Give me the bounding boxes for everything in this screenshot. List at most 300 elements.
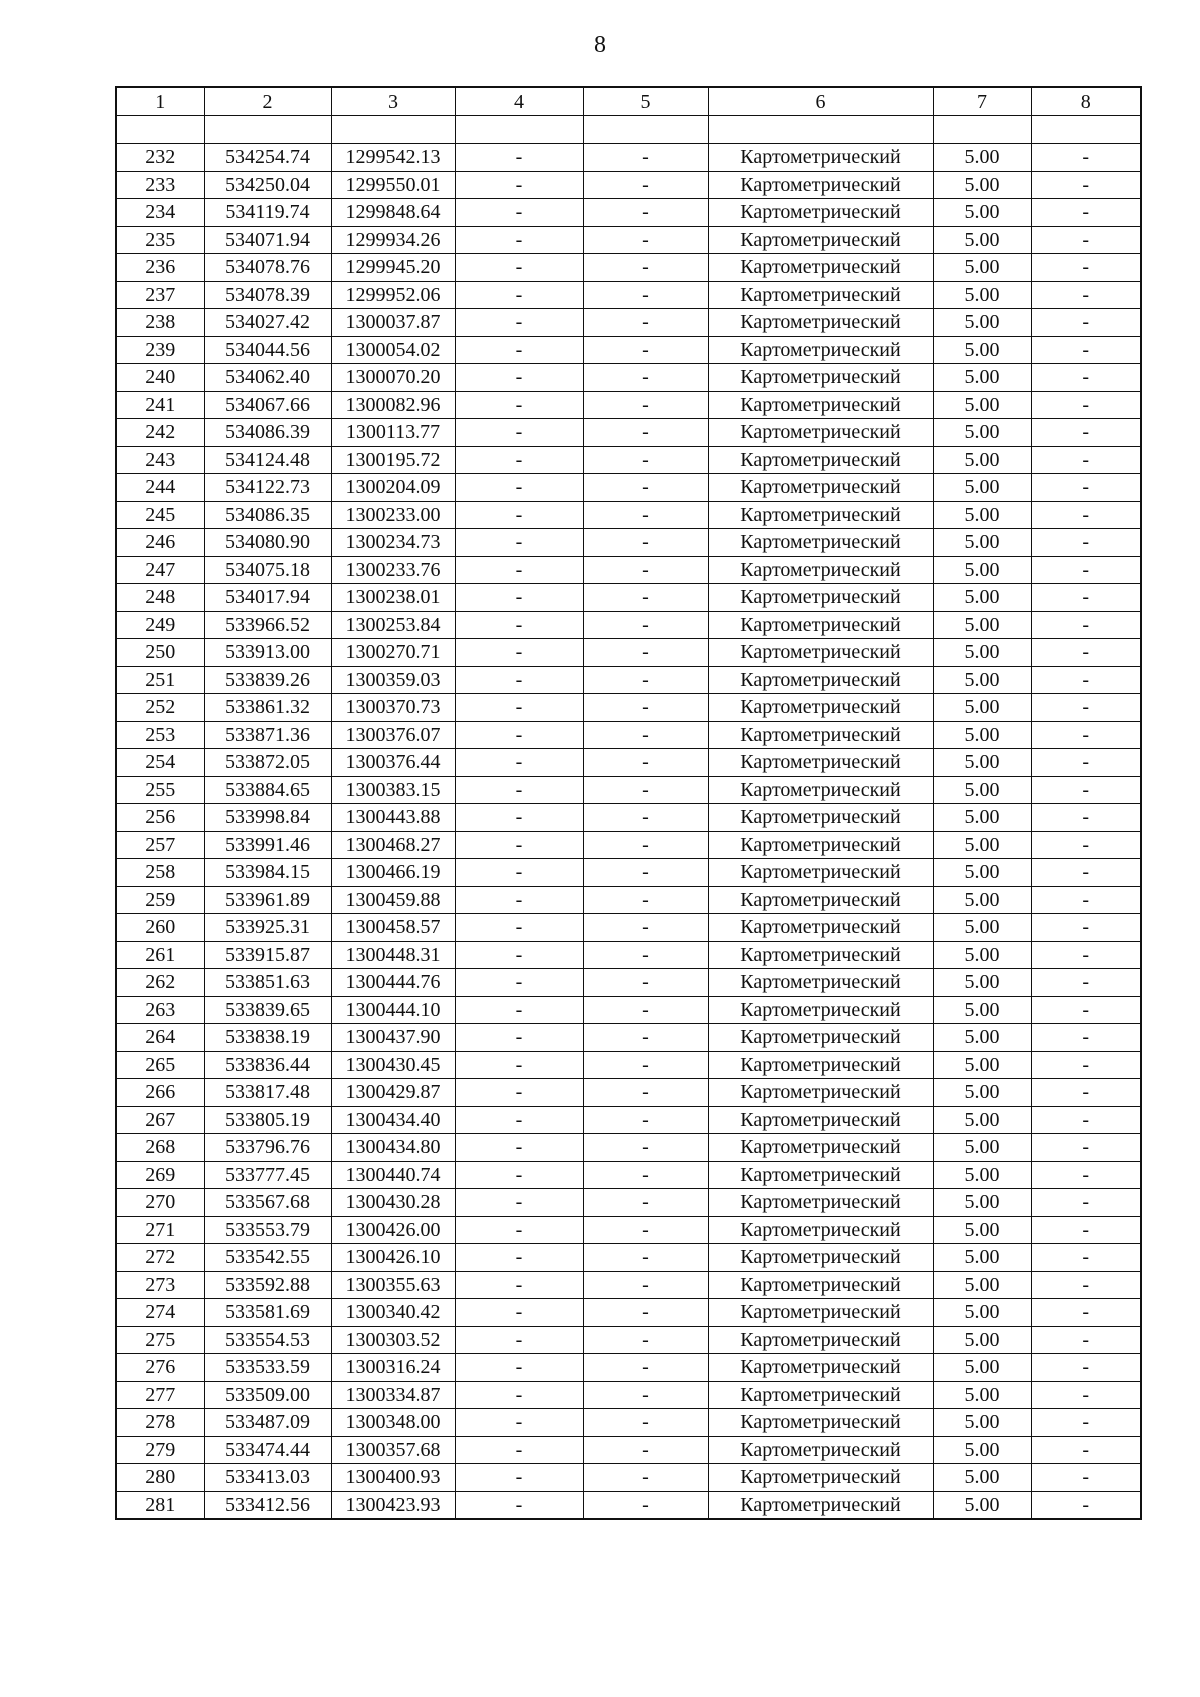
accuracy-cell: 5.00 [933,1381,1031,1409]
column-4-cell: - [455,914,583,942]
column-4-cell: - [455,364,583,392]
y-coordinate-cell: 1300316.24 [331,1354,455,1382]
y-coordinate-cell: 1300238.01 [331,584,455,612]
x-coordinate-cell: 534124.48 [204,446,331,474]
accuracy-cell: 5.00 [933,556,1031,584]
column-5-cell: - [583,1189,708,1217]
column-4-cell: - [455,584,583,612]
accuracy-cell: 5.00 [933,886,1031,914]
table-row [116,529,1141,557]
table-row [116,776,1141,804]
accuracy-cell: 5.00 [933,1134,1031,1162]
column-4-cell: - [455,144,583,172]
y-coordinate-cell: 1300376.44 [331,749,455,777]
point-number-cell: 247 [116,556,204,584]
column-header: 7 [933,87,1031,116]
column-5-cell: - [583,144,708,172]
point-number-cell: 270 [116,1189,204,1217]
x-coordinate-cell: 534062.40 [204,364,331,392]
column-4-cell: - [455,391,583,419]
x-coordinate-cell: 533567.68 [204,1189,331,1217]
table-row [116,804,1141,832]
y-coordinate-cell: 1299550.01 [331,171,455,199]
accuracy-cell: 5.00 [933,721,1031,749]
column-8-cell: - [1031,1106,1141,1134]
x-coordinate-cell: 533474.44 [204,1436,331,1464]
column-header: 1 [116,87,204,116]
point-number-cell: 244 [116,474,204,502]
table-row [116,1464,1141,1492]
column-8-cell: - [1031,914,1141,942]
point-number-cell: 254 [116,749,204,777]
x-coordinate-cell: 534080.90 [204,529,331,557]
x-coordinate-cell: 534071.94 [204,226,331,254]
point-number-cell: 259 [116,886,204,914]
table-row [116,1079,1141,1107]
column-5-cell: - [583,226,708,254]
column-4-cell: - [455,1491,583,1519]
table-row [116,996,1141,1024]
table-row [116,666,1141,694]
method-cell: Картометрический [708,804,933,832]
x-coordinate-cell: 533533.59 [204,1354,331,1382]
y-coordinate-cell: 1300037.87 [331,309,455,337]
table-row [116,1024,1141,1052]
accuracy-cell: 5.00 [933,1161,1031,1189]
accuracy-cell: 5.00 [933,281,1031,309]
table-row [116,501,1141,529]
x-coordinate-cell: 533913.00 [204,639,331,667]
accuracy-cell: 5.00 [933,1244,1031,1272]
table-row [116,639,1141,667]
point-number-cell: 237 [116,281,204,309]
x-coordinate-cell: 533796.76 [204,1134,331,1162]
column-4-cell: - [455,1381,583,1409]
table-row [116,419,1141,447]
column-8-cell: - [1031,199,1141,227]
table-row [116,144,1141,172]
table-row [116,1326,1141,1354]
x-coordinate-cell: 534086.39 [204,419,331,447]
column-4-cell: - [455,336,583,364]
y-coordinate-cell: 1300070.20 [331,364,455,392]
column-5-cell: - [583,1354,708,1382]
column-8-cell: - [1031,1436,1141,1464]
table-row [116,1161,1141,1189]
table-row [116,1436,1141,1464]
y-coordinate-cell: 1300340.42 [331,1299,455,1327]
method-cell: Картометрический [708,1134,933,1162]
accuracy-cell: 5.00 [933,1491,1031,1519]
x-coordinate-cell: 533412.56 [204,1491,331,1519]
column-4-cell: - [455,1354,583,1382]
column-8-cell: - [1031,309,1141,337]
blank-cell [331,116,455,144]
x-coordinate-cell: 533836.44 [204,1051,331,1079]
method-cell: Картометрический [708,611,933,639]
point-number-cell: 232 [116,144,204,172]
column-5-cell: - [583,886,708,914]
column-header: 6 [708,87,933,116]
method-cell: Картометрический [708,584,933,612]
accuracy-cell: 5.00 [933,501,1031,529]
point-number-cell: 235 [116,226,204,254]
y-coordinate-cell: 1299542.13 [331,144,455,172]
y-coordinate-cell: 1300082.96 [331,391,455,419]
point-number-cell: 276 [116,1354,204,1382]
y-coordinate-cell: 1300458.57 [331,914,455,942]
x-coordinate-cell: 534250.04 [204,171,331,199]
method-cell: Картометрический [708,254,933,282]
x-coordinate-cell: 533805.19 [204,1106,331,1134]
accuracy-cell: 5.00 [933,804,1031,832]
column-5-cell: - [583,1106,708,1134]
point-number-cell: 261 [116,941,204,969]
column-8-cell: - [1031,886,1141,914]
method-cell: Картометрический [708,1106,933,1134]
point-number-cell: 269 [116,1161,204,1189]
table-row [116,446,1141,474]
point-number-cell: 280 [116,1464,204,1492]
accuracy-cell: 5.00 [933,694,1031,722]
method-cell: Картометрический [708,1189,933,1217]
table-row [116,721,1141,749]
method-cell: Картометрический [708,1024,933,1052]
column-4-cell: - [455,1244,583,1272]
accuracy-cell: 5.00 [933,1464,1031,1492]
column-8-cell: - [1031,226,1141,254]
x-coordinate-cell: 534119.74 [204,199,331,227]
accuracy-cell: 5.00 [933,336,1031,364]
method-cell: Картометрический [708,556,933,584]
y-coordinate-cell: 1300426.00 [331,1216,455,1244]
point-number-cell: 279 [116,1436,204,1464]
table-row [116,941,1141,969]
table-row [116,611,1141,639]
y-coordinate-cell: 1300334.87 [331,1381,455,1409]
column-5-cell: - [583,1491,708,1519]
method-cell: Картометрический [708,776,933,804]
point-number-cell: 233 [116,171,204,199]
method-cell: Картометрический [708,831,933,859]
column-5-cell: - [583,556,708,584]
method-cell: Картометрический [708,1051,933,1079]
y-coordinate-cell: 1300448.31 [331,941,455,969]
point-number-cell: 271 [116,1216,204,1244]
method-cell: Картометрический [708,941,933,969]
column-header: 8 [1031,87,1141,116]
column-5-cell: - [583,804,708,832]
x-coordinate-cell: 533817.48 [204,1079,331,1107]
column-5-cell: - [583,749,708,777]
x-coordinate-cell: 534078.39 [204,281,331,309]
method-cell: Картометрический [708,886,933,914]
column-4-cell: - [455,1326,583,1354]
x-coordinate-cell: 533777.45 [204,1161,331,1189]
x-coordinate-cell: 534078.76 [204,254,331,282]
x-coordinate-cell: 534254.74 [204,144,331,172]
method-cell: Картометрический [708,281,933,309]
column-5-cell: - [583,1436,708,1464]
point-number-cell: 243 [116,446,204,474]
table-row [116,886,1141,914]
column-4-cell: - [455,529,583,557]
column-4-cell: - [455,1079,583,1107]
accuracy-cell: 5.00 [933,1436,1031,1464]
y-coordinate-cell: 1300459.88 [331,886,455,914]
accuracy-cell: 5.00 [933,309,1031,337]
column-4-cell: - [455,1271,583,1299]
accuracy-cell: 5.00 [933,199,1031,227]
column-4-cell: - [455,639,583,667]
accuracy-cell: 5.00 [933,776,1031,804]
blank-cell [204,116,331,144]
method-cell: Картометрический [708,501,933,529]
table-row [116,171,1141,199]
method-cell: Картометрический [708,1271,933,1299]
method-cell: Картометрический [708,199,933,227]
column-4-cell: - [455,446,583,474]
column-4-cell: - [455,1189,583,1217]
column-4-cell: - [455,309,583,337]
x-coordinate-cell: 534075.18 [204,556,331,584]
point-number-cell: 267 [116,1106,204,1134]
column-4-cell: - [455,1299,583,1327]
x-coordinate-cell: 533838.19 [204,1024,331,1052]
accuracy-cell: 5.00 [933,391,1031,419]
x-coordinate-cell: 533984.15 [204,859,331,887]
column-8-cell: - [1031,1326,1141,1354]
y-coordinate-cell: 1300466.19 [331,859,455,887]
y-coordinate-cell: 1299952.06 [331,281,455,309]
column-8-cell: - [1031,639,1141,667]
column-5-cell: - [583,1381,708,1409]
accuracy-cell: 5.00 [933,1326,1031,1354]
accuracy-cell: 5.00 [933,1354,1031,1382]
y-coordinate-cell: 1300359.03 [331,666,455,694]
table-row [116,226,1141,254]
accuracy-cell: 5.00 [933,666,1031,694]
y-coordinate-cell: 1300234.73 [331,529,455,557]
point-number-cell: 257 [116,831,204,859]
y-coordinate-cell: 1300357.68 [331,1436,455,1464]
column-8-cell: - [1031,996,1141,1024]
table-row [116,694,1141,722]
accuracy-cell: 5.00 [933,941,1031,969]
column-5-cell: - [583,611,708,639]
table-row [116,1271,1141,1299]
accuracy-cell: 5.00 [933,474,1031,502]
x-coordinate-cell: 534122.73 [204,474,331,502]
method-cell: Картометрический [708,666,933,694]
x-coordinate-cell: 533509.00 [204,1381,331,1409]
x-coordinate-cell: 533487.09 [204,1409,331,1437]
accuracy-cell: 5.00 [933,446,1031,474]
x-coordinate-cell: 533966.52 [204,611,331,639]
column-8-cell: - [1031,1134,1141,1162]
column-5-cell: - [583,941,708,969]
column-4-cell: - [455,886,583,914]
column-8-cell: - [1031,1271,1141,1299]
accuracy-cell: 5.00 [933,749,1031,777]
column-8-cell: - [1031,749,1141,777]
column-5-cell: - [583,501,708,529]
coordinates-table [115,86,1142,1520]
column-8-cell: - [1031,171,1141,199]
y-coordinate-cell: 1300437.90 [331,1024,455,1052]
x-coordinate-cell: 533861.32 [204,694,331,722]
blank-row [116,116,1141,144]
x-coordinate-cell: 533884.65 [204,776,331,804]
table-row [116,1299,1141,1327]
x-coordinate-cell: 534044.56 [204,336,331,364]
method-cell: Картометрический [708,969,933,997]
y-coordinate-cell: 1300253.84 [331,611,455,639]
table-row [116,1216,1141,1244]
column-5-cell: - [583,281,708,309]
method-cell: Картометрический [708,749,933,777]
column-8-cell: - [1031,1051,1141,1079]
y-coordinate-cell: 1300113.77 [331,419,455,447]
accuracy-cell: 5.00 [933,1051,1031,1079]
blank-cell [583,116,708,144]
table-row [116,364,1141,392]
y-coordinate-cell: 1300355.63 [331,1271,455,1299]
column-header: 4 [455,87,583,116]
column-5-cell: - [583,1271,708,1299]
point-number-cell: 273 [116,1271,204,1299]
column-4-cell: - [455,226,583,254]
column-5-cell: - [583,1244,708,1272]
column-8-cell: - [1031,254,1141,282]
column-4-cell: - [455,996,583,1024]
table-row [116,1189,1141,1217]
x-coordinate-cell: 533581.69 [204,1299,331,1327]
table-row [116,336,1141,364]
accuracy-cell: 5.00 [933,1079,1031,1107]
x-coordinate-cell: 534086.35 [204,501,331,529]
column-5-cell: - [583,666,708,694]
y-coordinate-cell: 1300270.71 [331,639,455,667]
method-cell: Картометрический [708,1354,933,1382]
column-4-cell: - [455,1409,583,1437]
y-coordinate-cell: 1299945.20 [331,254,455,282]
column-8-cell: - [1031,969,1141,997]
column-8-cell: - [1031,859,1141,887]
column-4-cell: - [455,254,583,282]
point-number-cell: 272 [116,1244,204,1272]
method-cell: Картометрический [708,859,933,887]
point-number-cell: 266 [116,1079,204,1107]
point-number-cell: 277 [116,1381,204,1409]
column-4-cell: - [455,941,583,969]
point-number-cell: 264 [116,1024,204,1052]
point-number-cell: 262 [116,969,204,997]
y-coordinate-cell: 1300376.07 [331,721,455,749]
column-5-cell: - [583,639,708,667]
point-number-cell: 234 [116,199,204,227]
method-cell: Картометрический [708,391,933,419]
accuracy-cell: 5.00 [933,584,1031,612]
column-5-cell: - [583,1216,708,1244]
method-cell: Картометрический [708,226,933,254]
point-number-cell: 248 [116,584,204,612]
column-header: 3 [331,87,455,116]
y-coordinate-cell: 1300400.93 [331,1464,455,1492]
method-cell: Картометрический [708,529,933,557]
column-4-cell: - [455,171,583,199]
column-8-cell: - [1031,419,1141,447]
method-cell: Картометрический [708,144,933,172]
point-number-cell: 265 [116,1051,204,1079]
method-cell: Картометрический [708,446,933,474]
column-8-cell: - [1031,1354,1141,1382]
column-8-cell: - [1031,721,1141,749]
y-coordinate-cell: 1300443.88 [331,804,455,832]
column-8-cell: - [1031,1381,1141,1409]
column-5-cell: - [583,584,708,612]
point-number-cell: 249 [116,611,204,639]
table-row [116,1134,1141,1162]
column-4-cell: - [455,831,583,859]
column-8-cell: - [1031,666,1141,694]
column-8-cell: - [1031,281,1141,309]
x-coordinate-cell: 533839.65 [204,996,331,1024]
column-8-cell: - [1031,584,1141,612]
column-8-cell: - [1031,364,1141,392]
method-cell: Картометрический [708,1436,933,1464]
column-5-cell: - [583,859,708,887]
method-cell: Картометрический [708,1381,933,1409]
point-number-cell: 268 [116,1134,204,1162]
x-coordinate-cell: 534027.42 [204,309,331,337]
y-coordinate-cell: 1300348.00 [331,1409,455,1437]
accuracy-cell: 5.00 [933,529,1031,557]
method-cell: Картометрический [708,914,933,942]
accuracy-cell: 5.00 [933,144,1031,172]
accuracy-cell: 5.00 [933,1106,1031,1134]
y-coordinate-cell: 1300468.27 [331,831,455,859]
method-cell: Картометрический [708,419,933,447]
method-cell: Картометрический [708,171,933,199]
accuracy-cell: 5.00 [933,254,1031,282]
column-8-cell: - [1031,1464,1141,1492]
column-4-cell: - [455,611,583,639]
blank-cell [1031,116,1141,144]
method-cell: Картометрический [708,1161,933,1189]
column-5-cell: - [583,364,708,392]
column-8-cell: - [1031,804,1141,832]
column-8-cell: - [1031,501,1141,529]
column-8-cell: - [1031,556,1141,584]
column-8-cell: - [1031,391,1141,419]
column-5-cell: - [583,474,708,502]
point-number-cell: 281 [116,1491,204,1519]
x-coordinate-cell: 533554.53 [204,1326,331,1354]
y-coordinate-cell: 1300195.72 [331,446,455,474]
blank-cell [933,116,1031,144]
column-8-cell: - [1031,529,1141,557]
column-4-cell: - [455,1216,583,1244]
column-4-cell: - [455,1106,583,1134]
table-row [116,1409,1141,1437]
method-cell: Картометрический [708,364,933,392]
point-number-cell: 255 [116,776,204,804]
column-8-cell: - [1031,1189,1141,1217]
accuracy-cell: 5.00 [933,226,1031,254]
column-8-cell: - [1031,446,1141,474]
column-4-cell: - [455,969,583,997]
